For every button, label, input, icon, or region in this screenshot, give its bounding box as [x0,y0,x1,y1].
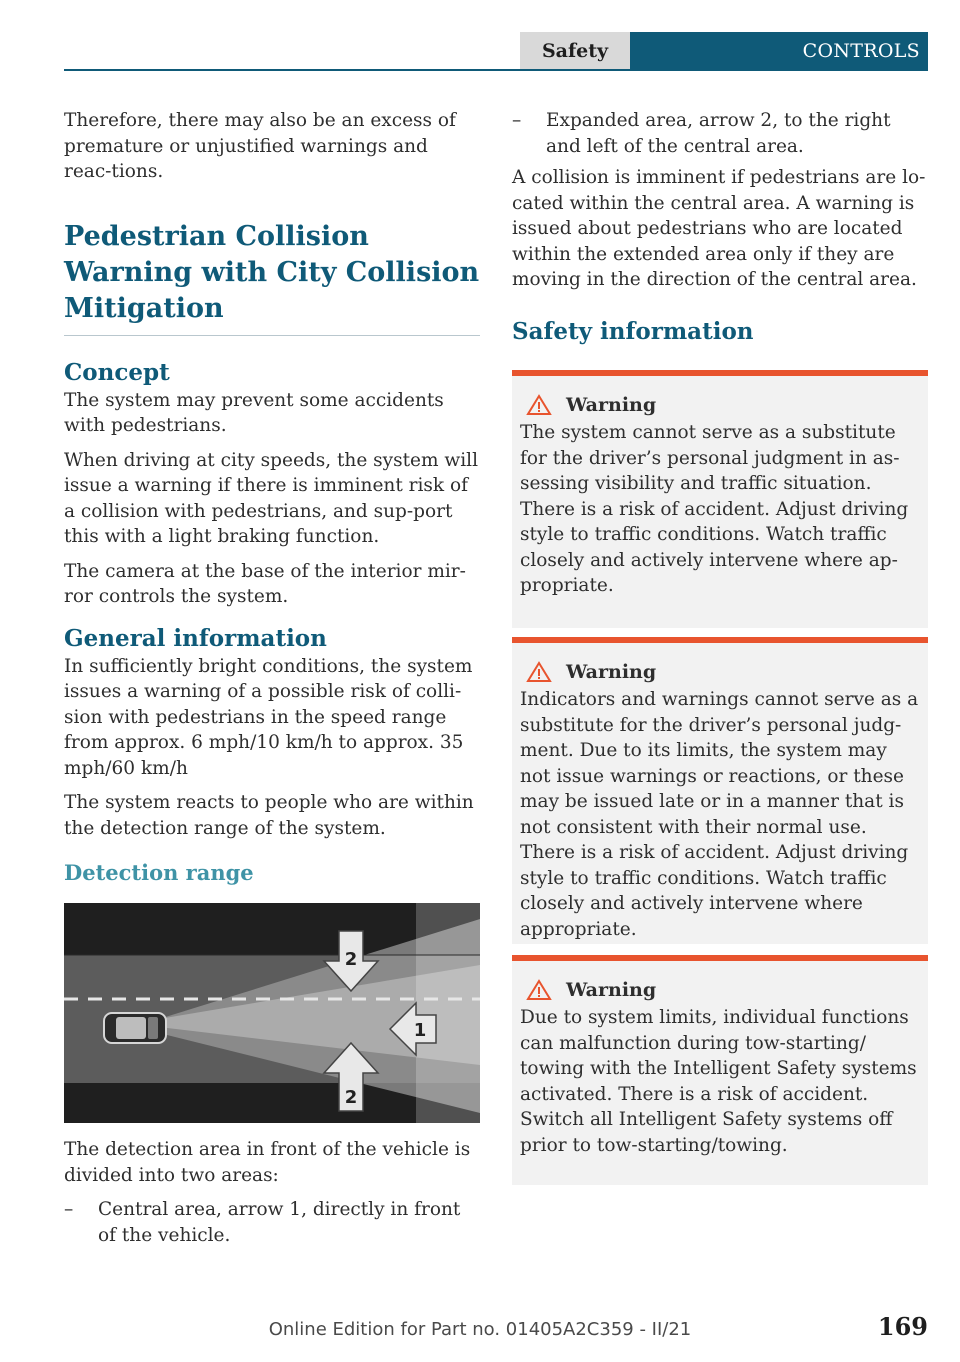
car-icon [104,1013,166,1043]
list-dash: – [64,1199,74,1220]
footer-edition: Online Edition for Part no. 01405A2C359 - II/21 [268,1319,692,1340]
collision-paragraph: A collision is imminent if pedestrians are lo-cated within the central area. A warning is issued about pedestrians who are located within the extended area only if they are moving in the direction of the central area. [512,167,926,290]
detection-range-figure [64,903,480,1123]
page-number: 169 [877,1312,928,1341]
list-item [512,108,928,159]
warning-text: The system cannot serve as a substitute for the driver’s personal judgment in as-sessing visibility and traffic situation. There is a risk of accident. Adjust driving style to traffic conditions. Watch traffic closely and actively intervene where ap-propriate. [520,422,909,596]
detection-paragraph: The detection area in front of the vehicle is divided into two areas: [64,1139,471,1186]
warning-triangle-icon [526,979,552,1001]
concept-paragraph-1: The system may prevent some accidents with pedestrians. [64,389,444,436]
concept-paragraph-2: When driving at city speeds, the system will issue a warning if there is imminent risk of a collision with pedestrians, and sup-port this with a light braking function. [64,449,479,547]
left-column [64,108,480,1254]
arrow-2-top-label: 2 [344,949,358,970]
arrow-1-center-label: 1 [413,1020,427,1041]
page-title: Pedestrian Collision Warning with City Collision Mitigation [64,219,480,336]
detection-range-heading: Detection range [64,860,254,885]
warning-box-2 [512,637,928,944]
list-dash: – [512,110,522,131]
chapter-tab: CONTROLS [630,32,928,70]
right-column [512,108,928,347]
concept-paragraph-3: The camera at the base of the interior mir-ror controls the system. [64,560,466,607]
warning-triangle-icon [526,394,552,416]
header-rule [64,69,928,71]
list-item [64,1197,480,1248]
warning-box-1 [512,370,928,628]
warning-title: Warning [566,979,657,1001]
warning-text: Indicators and warnings cannot serve as a substitute for the driver’s personal judg-ment. Due to its limits, the system may not issue warnings or reactions, or these may be issued late or in a manner that is not consistent with their normal use. There is a risk of accident. Adjust driving style to traffic conditions. Watch traffic closely and actively intervene where appropriate. [520,689,919,940]
warning-triangle-icon [526,661,552,683]
safety-information-heading: Safety information [512,317,754,345]
list-text: Central area, arrow 1, directly in front of the vehicle. [98,1199,461,1246]
arrow-2-bottom-label: 2 [344,1087,358,1108]
warning-title: Warning [566,661,657,683]
general-paragraph-2: The system reacts to people who are within the detection range of the system. [64,792,474,839]
section-tab: Safety [520,32,630,70]
general-information-heading: General information [64,624,327,652]
warning-box-3 [512,955,928,1185]
warning-title: Warning [566,394,657,416]
general-paragraph-1: In sufficiently bright conditions, the system issues a warning of a possible risk of colli-sion with pedestrians in the speed range from approx. 6 mph/10 km/h to approx. 35 mph/60 km/h [64,655,473,779]
warning-text: Due to system limits, individual functions can malfunction during tow-starting/ towing with the Intelligent Safety systems activated. There is a risk of accident. Switch all Intelligent Safety systems off prior to tow-starting/towing. [520,1007,917,1156]
intro-paragraph: Therefore, there may also be an excess of premature or unjustified warnings and reac-tions. [64,110,456,182]
list-text: Expanded area, arrow 2, to the right and left of the central area. [546,110,891,157]
concept-heading: Concept [64,358,170,386]
